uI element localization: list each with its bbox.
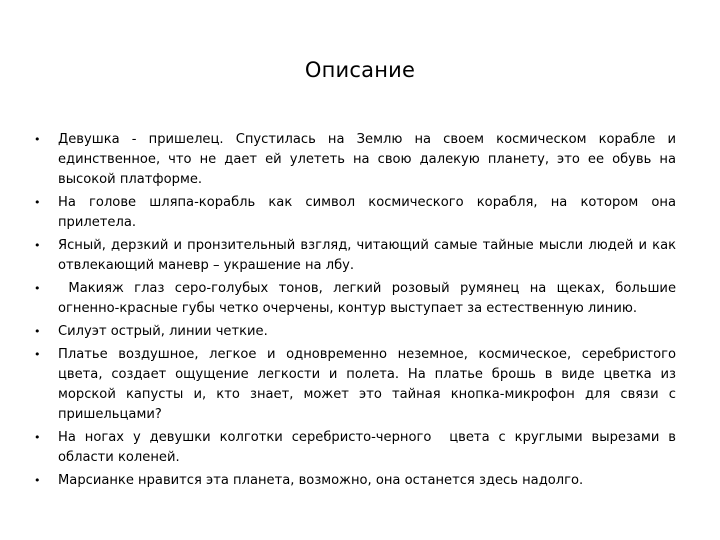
list-item-text: Марсианке нравится эта планета, возможно, она останется здесь надолго. [58,473,584,488]
bullet-icon: • [34,431,41,444]
list-item-text: На голове шляпа-корабль как символ космического корабля, на котором она прилетела. [58,195,676,230]
bullet-icon: • [34,133,41,146]
bullet-icon: • [34,348,41,361]
list-item-text: Ясный, дерзкий и пронзительный взгляд, читающий самые тайные мысли людей и как отвлекающий маневр – украшение на лбу. [58,238,676,273]
list-item [34,471,676,491]
list-item-text: Платье воздушное, легкое и одновременно неземное, космическое, серебристого цвета, создает ощущение легкости и полета. На платье брошь в виде цветка из морской капусты и, кто знает, может это тайная кнопка-микрофон для связи с пришельцами? [58,347,676,422]
slide-title: Описание [304,58,416,82]
description-list [34,130,681,494]
list-item-text: Девушка - пришелец. Спустилась на Землю на своем космическом корабле и единственное, что не дает ей улететь на свою далекую планету, это ее обувь на высокой платформе. [58,132,676,187]
list-item [34,193,676,233]
list-item [34,322,676,342]
list-item [34,345,676,425]
list-item [34,236,676,276]
bullet-icon: • [34,282,41,295]
list-item-text: Силуэт острый, линии четкие. [58,324,268,339]
list-item [34,279,681,319]
list-item [34,130,676,190]
list-item [34,428,681,468]
bullet-icon: • [34,239,41,252]
bullet-icon: • [34,196,41,209]
bullet-icon: • [34,474,41,487]
list-item-text: На ногах у девушки колготки серебристо-черного цвета с круглыми вырезами в области коленей. [58,430,681,465]
list-item-text: Макияж глаз серо-голубых тонов, легкий розовый румянец на щеках, большие огненно-красные губы четко очерчены, контур выступает за естественную линию. [58,281,681,316]
bullet-icon: • [34,325,41,338]
